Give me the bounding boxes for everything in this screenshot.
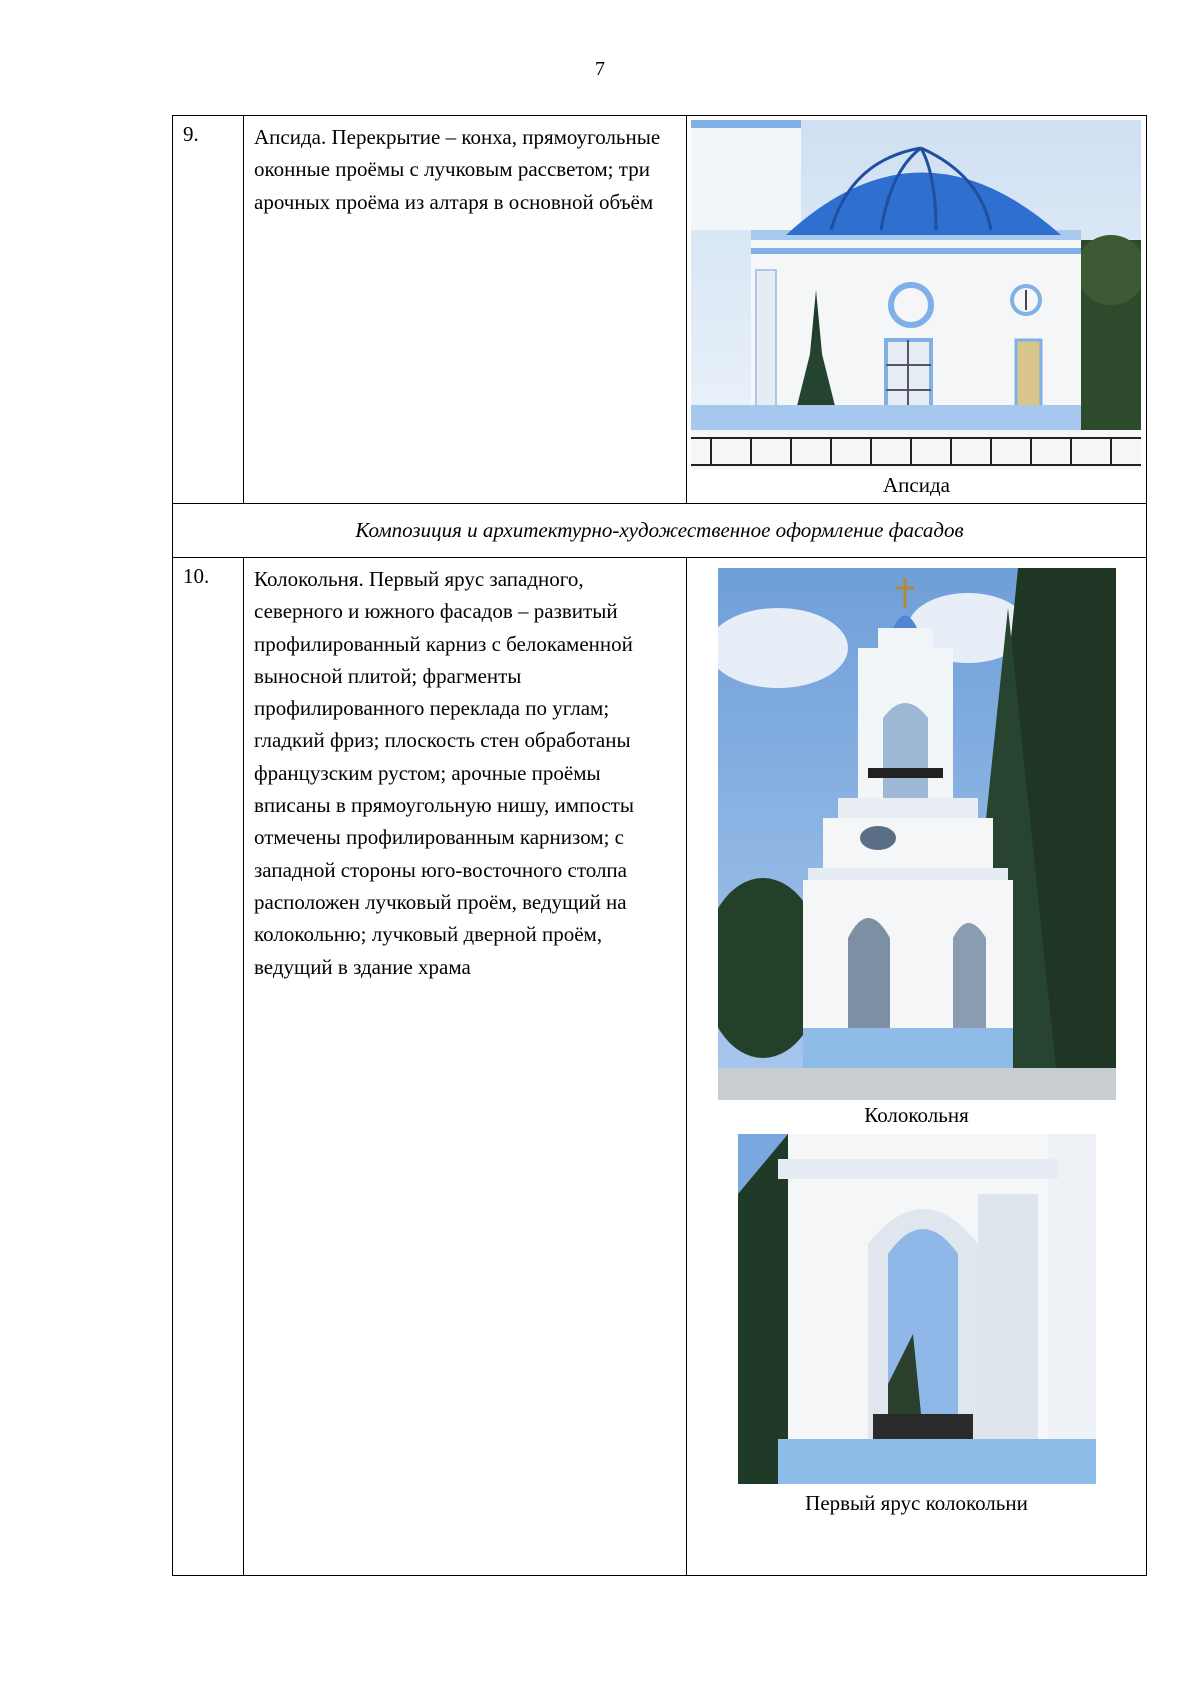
table-row: [173, 558, 1147, 1576]
image-caption: Колокольня: [864, 1103, 969, 1127]
image-caption: Апсида: [883, 473, 950, 497]
document-table: [172, 115, 1147, 1576]
row-description: Апсида. Перекрытие – конха, прямоугольные оконные проёмы с лучковым рассветом; три арочных проёма из алтаря в основной объём: [244, 116, 687, 504]
bell-tower-first-tier-photo: [738, 1134, 1096, 1484]
apse-photo: [691, 120, 1141, 470]
section-heading-row: [173, 504, 1147, 558]
row-description: Колокольня. Первый ярус западного, северного и южного фасадов – развитый профилированный карниз с белокаменной выносной плитой; фрагменты профилированного переклада по углам; гладкий фриз; плоскость стен обработаны французским рустом; арочные проёмы вписаны в прямоугольную нишу, импосты отмечены профилированным карнизом; с западной стороны юго-восточного столпа расположен лучковый проём, ведущий на колокольню; лучковый дверной проём, ведущий в здание храма: [244, 558, 687, 1576]
image-cell: [687, 558, 1147, 1576]
page-number: 7: [595, 58, 605, 80]
bell-tower-photo: [718, 568, 1116, 1100]
table-row: [173, 116, 1147, 504]
row-number: 10.: [173, 558, 244, 1576]
image-caption: Первый ярус колокольни: [805, 1491, 1028, 1515]
image-cell: [687, 116, 1147, 504]
row-number: 9.: [173, 116, 244, 504]
section-heading: Композиция и архитектурно-художественное оформление фасадов: [173, 504, 1147, 558]
